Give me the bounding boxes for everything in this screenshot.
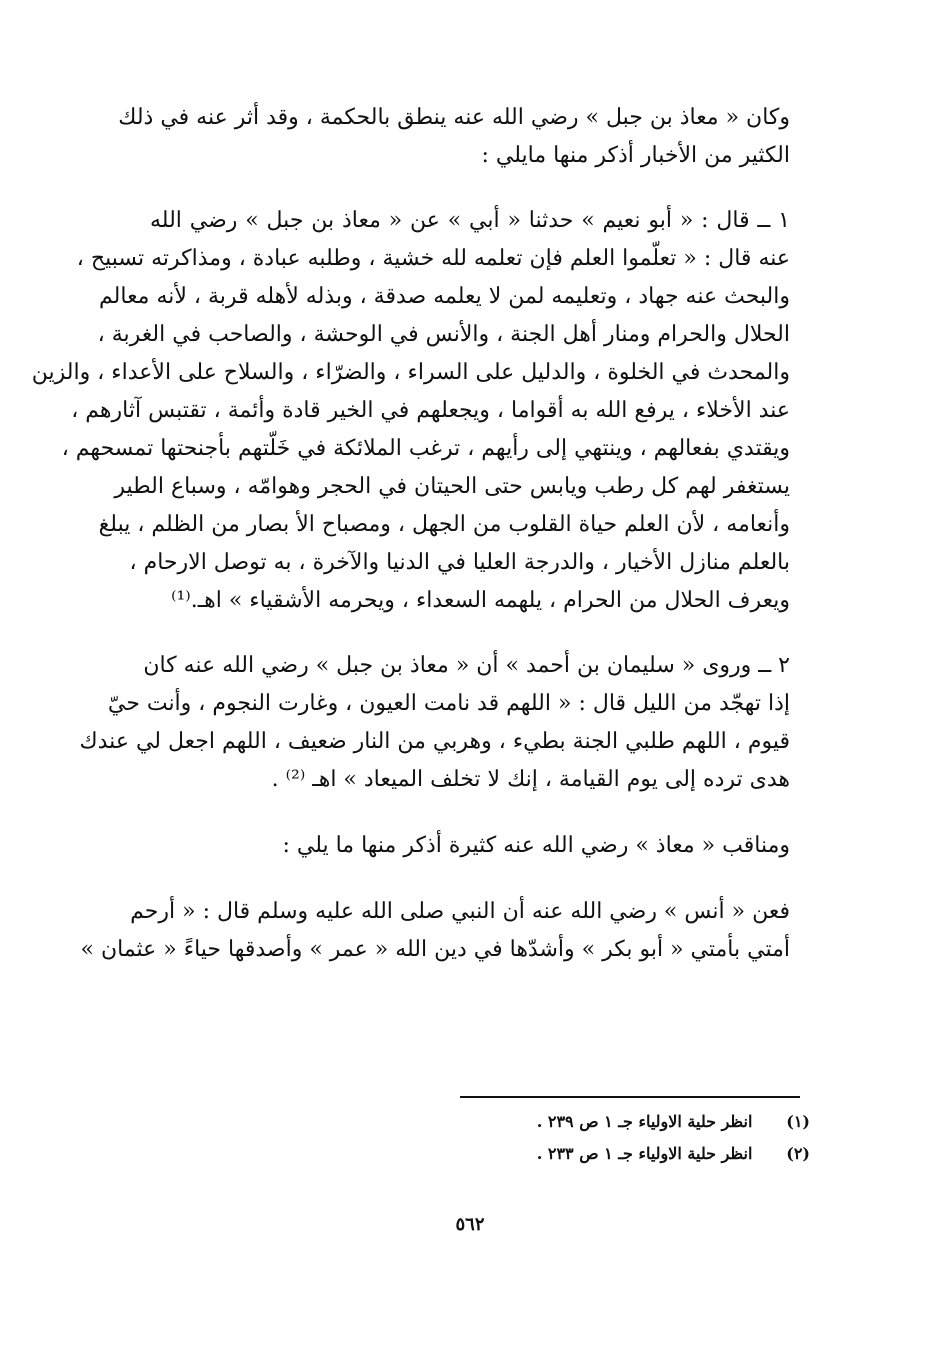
footnote-separator: [460, 1096, 800, 1098]
text-line: قيوم ، اللهم طلبي الجنة بطيء ، وهربي من النار ضعيف ، اللهم اجعل لي عندك: [79, 729, 790, 754]
text-line: هدى ترده إلى يوم القيامة ، إنك لا تخلف الميعاد » اهـ ⁽²⁾ .: [271, 767, 790, 792]
footnote: [390, 1110, 810, 1134]
footnote-text: انظر حلية الاولياء جـ ١ ص ٢٣٩ .: [536, 1112, 753, 1131]
text-line: وأنعامه ، لأن العلم حياة القلوب من الجهل ، ومصباح الأ بصار من الظلم ، يبلغ: [98, 512, 790, 537]
footnote-number: (٢): [786, 1144, 810, 1163]
text-line: عند الأخلاء ، يرفع الله به أقواما ، ويجعلهم في الخير قادة وأئمة ، تقتبس آثارهم ،: [71, 398, 790, 423]
text-line: ويعرف الحلال من الحرام ، يلهمه السعداء ، ويحرمه الأشقياء » اهـ.⁽¹⁾: [171, 588, 790, 613]
text-line: والبحث عنه جهاد ، وتعليمه لمن لا يعلمه صدقة ، وبذله لأهله قربة ، لأنه معالم: [99, 284, 790, 309]
text-line: ١ ــ قال : « أبو نعيم » حدثنا « أبي » عن « معاذ بن جبل » رضي الله: [150, 208, 790, 233]
text-line: يستغفر لهم كل رطب ويابس حتى الحيتان في الحجر وهوامّه ، وسباع الطير: [114, 474, 790, 499]
text-line: إذا تهجّد من الليل قال : « اللهم قد نامت العيون ، وغارت النجوم ، وأنت حيّ: [107, 691, 790, 716]
text-line: الحلال والحرام ومنار أهل الجنة ، والأنس في الوحشة ، والصاحب في الغربة ،: [97, 322, 790, 347]
text-line: أمتي بأمتي « أبو بكر » وأشدّها في دين الله « عمر » وأصدقها حياءً « عثمان »: [80, 937, 790, 962]
footnote-text: انظر حلية الاولياء جـ ١ ص ٢٣٣ .: [536, 1144, 753, 1163]
text-line: ومناقب « معاذ » رضي الله عنه كثيرة أذكر منها ما يلي :: [282, 833, 790, 858]
text-line: عنه قال : « تعلّموا العلم فإن تعلمه لله خشية ، وطلبه عبادة ، ومذاكرته تسبيح ،: [76, 246, 790, 271]
text-line: الكثير من الأخبار أذكر منها مايلي :: [481, 143, 790, 168]
page-number: ٥٦٢: [455, 1214, 485, 1235]
text-line: والمحدث في الخلوة ، والدليل على السراء ، والضرّاء ، والسلاح على الأعداء ، والزين: [31, 360, 790, 385]
text-line: ويقتدي بفعالهم ، وينتهي إلى رأيهم ، ترغب الملائكة في خَلّتهم بأجنحتها تمسحهم ،: [61, 436, 790, 461]
text-line: فعن « أنس » رضي الله عنه أن النبي صلى الله عليه وسلم قال : « أرحم: [130, 899, 790, 924]
footnote-number: (١): [786, 1112, 810, 1131]
text-line: بالعلم منازل الأخيار ، والدرجة العليا في الدنيا والآخرة ، به توصل الارحام ،: [129, 550, 790, 575]
text-line: ٢ ــ وروى « سليمان بن أحمد » أن « معاذ بن جبل » رضي الله عنه كان: [143, 653, 790, 678]
text-line: وكان « معاذ بن جبل » رضي الله عنه ينطق بالحكمة ، وقد أثر عنه في ذلك: [118, 105, 790, 130]
footnote: [390, 1142, 810, 1166]
